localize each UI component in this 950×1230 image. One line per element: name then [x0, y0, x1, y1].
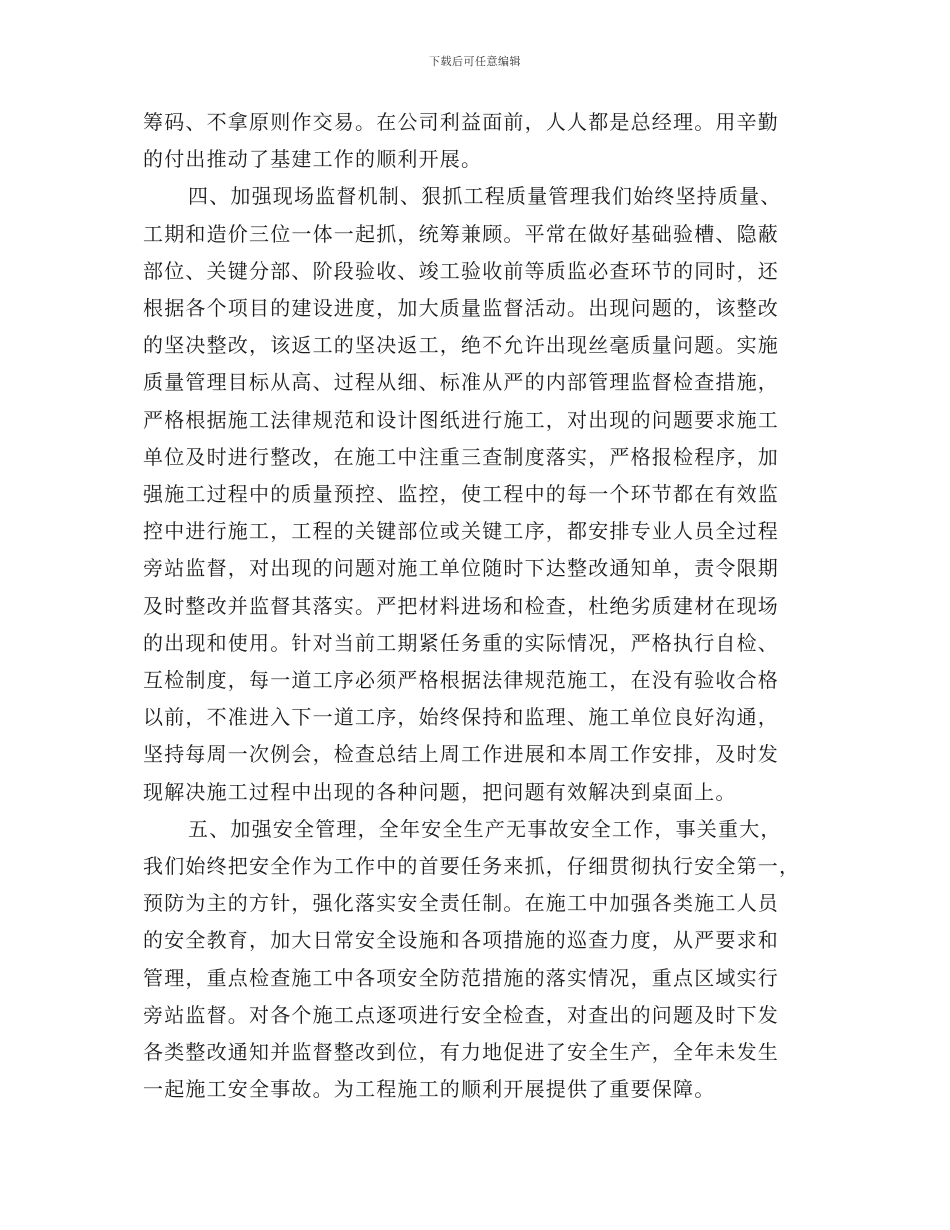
text-line: 坚持每周一次例会，检查总结上周工作进展和本周工作安排，及时发 — [143, 742, 779, 767]
text-line: 互检制度，每一道工序必须严格根据法律规范施工，在没有验收合格 — [143, 668, 779, 693]
text-line: 控中进行施工，工程的关键部位或关键工序，都安排专业人员全过程 — [143, 519, 779, 544]
text-line-first: 四、加强现场监督机制、狠抓工程质量管理我们始终坚持质量、 — [188, 184, 782, 209]
text-line: 现解决施工过程中出现的各种问题，把问题有效解决到桌面上。 — [143, 779, 737, 804]
text-line: 旁站监督，对出现的问题对施工单位随时下达整改通知单，责令限期 — [143, 556, 779, 581]
document-body — [143, 104, 809, 1108]
text-line: 严格根据施工法律规范和设计图纸进行施工，对出现的问题要求施工 — [143, 407, 779, 432]
text-line: 及时整改并监督其落实。严把材料进场和检查，杜绝劣质建材在现场 — [143, 593, 779, 618]
text-line: 筹码、不拿原则作交易。在公司利益面前，人人都是总经理。用辛勤 — [143, 110, 779, 134]
text-line: 根据各个项目的建设进度，加大质量监督活动。出现问题的，该整改 — [143, 296, 779, 321]
paragraph-section-four — [143, 178, 809, 810]
text-line-first: 五、加强安全管理，全年安全生产无事故安全工作，事关重大， — [188, 816, 782, 841]
text-line: 以前，不准进入下一道工序，始终保持和监理、施工单位良好沟通， — [143, 705, 779, 730]
text-line: 一起施工安全事故。为工程施工的顺利开展提供了重要保障。 — [143, 1077, 716, 1102]
text-line: 的坚决整改，该返工的坚决返工，绝不允许出现丝毫质量问题。实施 — [143, 333, 779, 358]
text-line: 旁站监督。对各个施工点逐项进行安全检查，对查出的问题及时下发 — [143, 1002, 779, 1027]
text-line: 的出现和使用。针对当前工期紧任务重的实际情况，严格执行自检、 — [143, 630, 779, 655]
paragraph-continuation — [143, 104, 809, 178]
text-line: 强施工过程中的质量预控、监控，使工程中的每一个环节都在有效监 — [143, 482, 779, 507]
text-line: 质量管理目标从高、过程从细、标准从严的内部管理监督检查措施， — [143, 370, 779, 395]
text-line: 单位及时进行整改，在施工中注重三查制度落实，严格报检程序，加 — [143, 444, 779, 469]
text-line: 我们始终把安全作为工作中的首要任务来抓，仔细贯彻执行安全第一， — [143, 854, 801, 879]
text-line: 各类整改通知并监督整改到位，有力地促进了安全生产，全年未发生 — [143, 1040, 779, 1065]
text-line: 工期和造价三位一体一起抓，统筹兼顾。平常在做好基础验槽、隐蔽 — [143, 221, 779, 246]
header-note: 下载后可任意编辑 — [429, 55, 521, 68]
text-line: 预防为主的方针，强化落实安全责任制。在施工中加强各类施工人员 — [143, 891, 779, 916]
text-line: 的付出推动了基建工作的顺利开展。 — [143, 147, 483, 172]
text-line: 部位、关键分部、阶段验收、竣工验收前等质监必查环节的同时，还 — [143, 258, 779, 283]
text-line: 的安全教育，加大日常安全设施和各项措施的巡查力度，从严要求和 — [143, 928, 779, 953]
text-line: 管理，重点检查施工中各项安全防范措施的落实情况，重点区域实行 — [143, 965, 779, 990]
paragraph-section-five — [143, 811, 809, 1109]
